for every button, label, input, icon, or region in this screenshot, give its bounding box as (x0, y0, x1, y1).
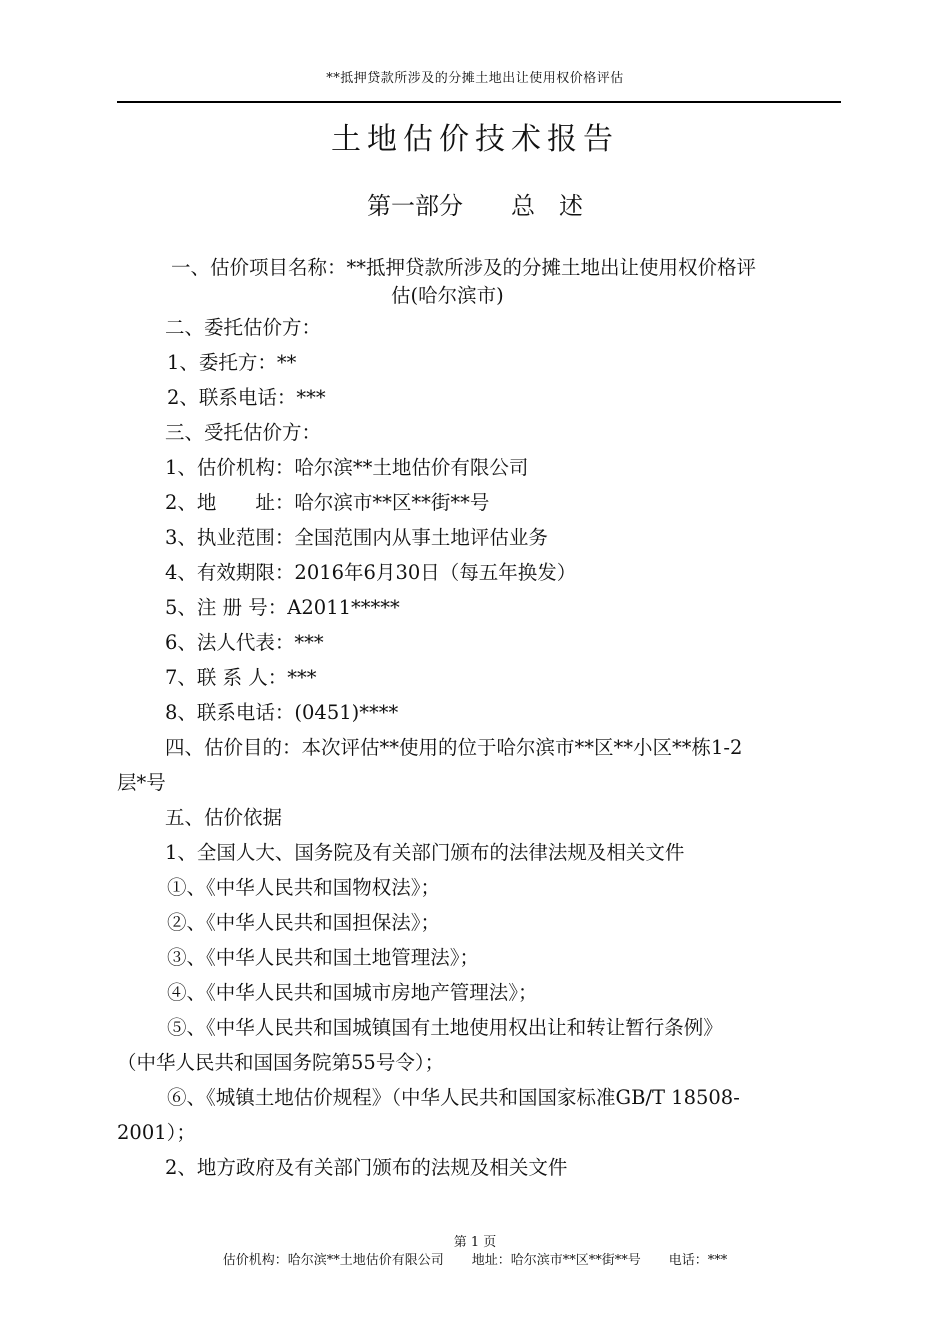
basis-heading: 五、估价依据 (165, 806, 283, 829)
basis-local: 2、地方政府及有关部门颁布的法规及相关文件 (165, 1156, 568, 1179)
law-item: ③、《中华人民共和国土地管理法》； (167, 946, 480, 969)
purpose-line1: 四、估价目的：本次评估**使用的位于哈尔滨市**区**小区**栋1-2 (165, 736, 743, 759)
basis-national: 1、全国人大、国务院及有关部门颁布的法律法规及相关文件 (165, 841, 685, 864)
footer-info (0, 1249, 950, 1268)
appraiser-registration: 5、注 册 号：A2011***** (165, 596, 400, 619)
appraiser-validity: 4、有效期限：2016年6月30日（每五年换发） (165, 561, 577, 584)
appraiser-legal-rep: 6、法人代表：*** (165, 631, 324, 654)
purpose-line2: 层*号 (117, 771, 166, 794)
appraiser-agency: 1、估价机构：哈尔滨**土地估价有限公司 (165, 456, 529, 479)
footer-address: 地址：哈尔滨市**区**街**号 (471, 1253, 641, 1268)
law-item: ②、《中华人民共和国担保法》； (167, 911, 441, 934)
law-item-continued: 2001）； (117, 1121, 196, 1144)
page-number: 第 1 页 (453, 1235, 497, 1250)
footer-phone: 电话：*** (668, 1253, 728, 1268)
report-title: 土地估价技术报告 (331, 122, 619, 157)
header-rule (117, 101, 841, 103)
law-item: ⑥、《城镇土地估价规程》（中华人民共和国国家标准GB/T 18508- (167, 1086, 740, 1109)
appraiser-address: 2、地 址：哈尔滨市**区**街**号 (165, 491, 490, 514)
project-name-line1: 一、估价项目名称：**抵押贷款所涉及的分摊土地出让使用权价格评 (171, 256, 757, 279)
appraiser-contact: 7、联 系 人：*** (165, 666, 317, 689)
project-name-paragraph (117, 254, 841, 310)
appraiser-scope: 3、执业范围：全国范围内从事土地评估业务 (165, 526, 548, 549)
client-name: 1、委托方：** (167, 351, 297, 374)
client-heading: 二、委托估价方： (165, 316, 322, 339)
law-item: ④、《中华人民共和国城市房地产管理法》； (167, 981, 538, 1004)
document-body (117, 254, 841, 1185)
appraiser-heading: 三、受托估价方： (165, 421, 322, 444)
footer-agency: 估价机构：哈尔滨**土地估价有限公司 (222, 1253, 444, 1268)
client-phone: 2、联系电话：*** (167, 386, 326, 409)
law-item: ①、《中华人民共和国物权法》； (167, 876, 441, 899)
running-header: **抵押贷款所涉及的分摊土地出让使用权价格评估 (326, 71, 624, 86)
part-title: 第一部分 总 述 (367, 192, 583, 220)
law-item: ⑤、《中华人民共和国城镇国有土地使用权出让和转让暂行条例》 (167, 1016, 723, 1039)
appraiser-phone: 8、联系电话：(0451)**** (165, 701, 399, 724)
law-item-continued: （中华人民共和国国务院第55号令）； (117, 1051, 445, 1074)
project-name-line2: 估(哈尔滨市) (391, 284, 504, 307)
